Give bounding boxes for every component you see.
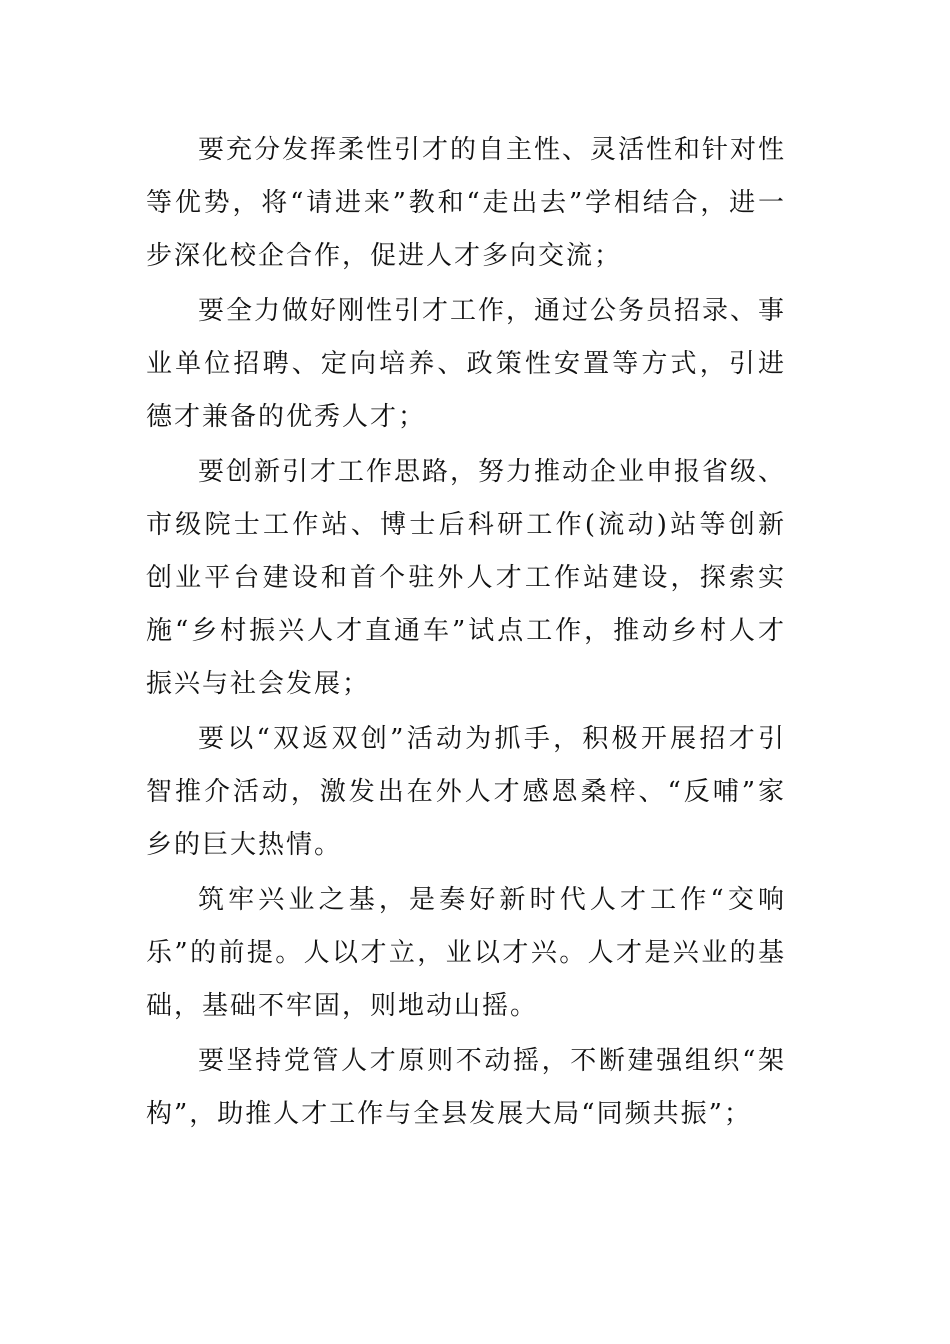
- document-body: [146, 124, 786, 1141]
- paragraph-industry-foundation: 筑牢兴业之基，是奏好新时代人才工作“交响乐”的前提。人以才立，业以才兴。人才是兴业的基础，基础不牢固，则地动山摇。: [146, 885, 786, 1021]
- paragraph-double-return: 要以“双返双创”活动为抓手，积极开展招才引智推介活动，激发出在外人才感恩桑梓、“反哺”家乡的巨大热情。: [146, 724, 786, 860]
- paragraph-innovation-platforms: 要创新引才工作思路，努力推动企业申报省级、市级院士工作站、博士后科研工作(流动)站等创新创业平台建设和首个驻外人才工作站建设，探索实施“乡村振兴人才直通车”试点工作，推动乡村人才振兴与社会发展；: [146, 457, 787, 699]
- paragraph-rigid-talent: 要全力做好刚性引才工作，通过公务员招录、事业单位招聘、定向培养、政策性安置等方式，引进德才兼备的优秀人才；: [146, 296, 787, 432]
- paragraph-party-leadership: 要坚持党管人才原则不动摇，不断建强组织“架构”，助推人才工作与全县发展大局“同频共振”；: [146, 1046, 786, 1129]
- paragraph-flexible-talent: 要充分发挥柔性引才的自主性、灵活性和针对性等优势，将“请进来”教和“走出去”学相结合，进一步深化校企合作，促进人才多向交流；: [146, 135, 787, 271]
